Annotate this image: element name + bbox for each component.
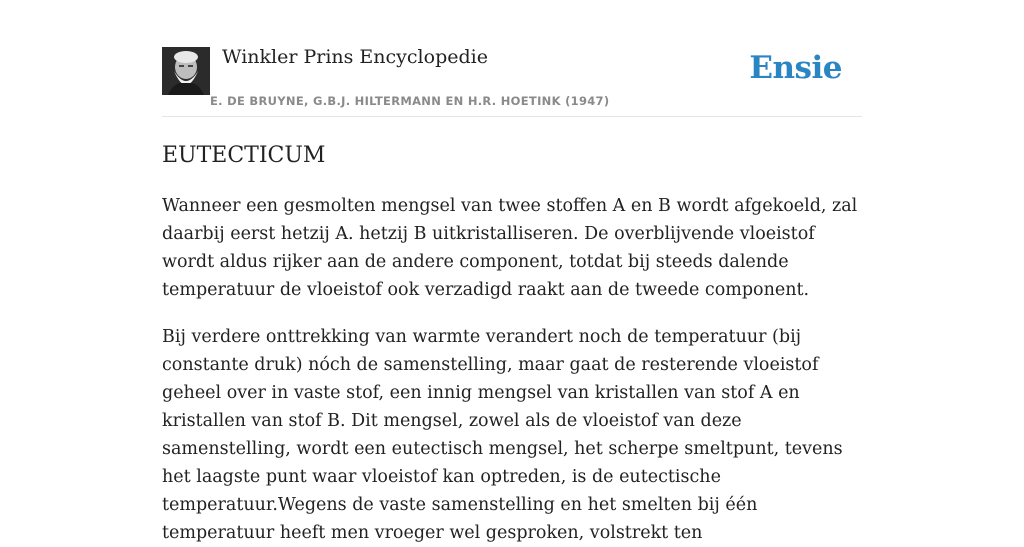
paragraph: Wanneer een gesmolten mengsel van twee stoffen A en B wordt afgekoeld, zal daarbij eerst hetzij A. hetzij B uitkristalliseren. De overblijvende vloeistof wordt aldus rijker aan de andere component, totdat bij steeds dalende temperatuur de vloeistof ook verzadigd raakt aan de tweede component.	[162, 196, 858, 300]
article-title: EUTECTICUM	[162, 143, 326, 168]
portrait-icon	[162, 47, 210, 95]
authors-line: E. DE BRUYNE, G.B.J. HILTERMANN EN H.R. HOETINK (1947)	[210, 94, 610, 108]
site-title[interactable]: Winkler Prins Encyclopedie	[222, 46, 488, 68]
header	[162, 0, 862, 117]
ensie-logo-link[interactable]: Ensie	[749, 50, 842, 86]
paragraph: Bij verdere onttrekking van warmte verandert noch de temperatuur (bij constante druk) nóch de samenstelling, maar gaat de resterende vloeistof geheel over in vaste stof, een innig mengsel van kristallen van stof A en kristallen van stof B. Dit mengsel, zowel als de vloeistof van deze samenstelling, wordt een eutectisch mengsel, het scherpe smeltpunt, tevens het laagste punt waar vloeistof kan optreden, is de eutectische temperatuur.Wegens de vaste samenstelling en het smelten bij één temperatuur heeft men vroeger wel gesproken, volstrekt ten	[162, 327, 843, 543]
author-portrait-avatar	[162, 47, 210, 95]
page	[162, 0, 862, 547]
article-body	[162, 192, 862, 547]
